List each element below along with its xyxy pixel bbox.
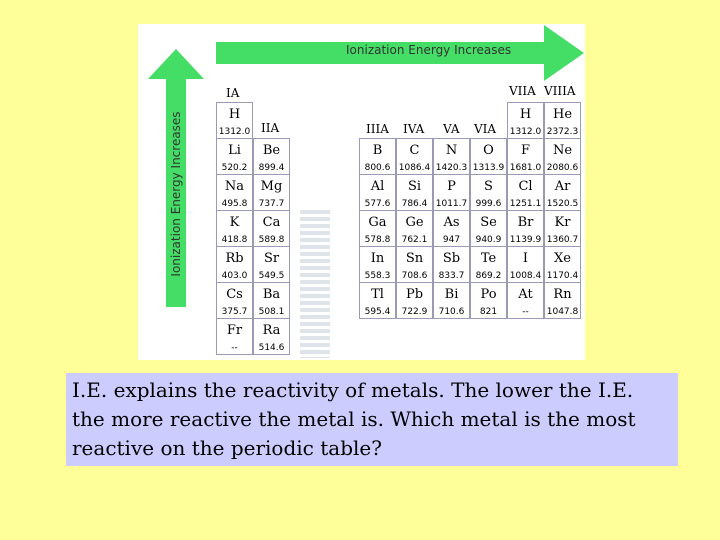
element-ie: 710.6 bbox=[438, 307, 465, 317]
element-symbol: At bbox=[518, 287, 533, 302]
element-symbol: Pb bbox=[405, 287, 424, 302]
element-cell-s bbox=[470, 174, 507, 211]
element-cell-sb bbox=[433, 246, 470, 283]
element-symbol: Ar bbox=[554, 179, 571, 194]
element-cell-be bbox=[253, 138, 290, 175]
element-ie: 403.0 bbox=[221, 271, 248, 281]
element-cell-al bbox=[359, 174, 396, 211]
element-cell-c bbox=[396, 138, 433, 175]
element-cell-sr bbox=[253, 246, 290, 283]
element-symbol: Br bbox=[517, 215, 534, 230]
element-symbol: Si bbox=[407, 179, 422, 194]
element-symbol: Al bbox=[370, 179, 385, 194]
group-label-iiia: IIIA bbox=[366, 122, 389, 136]
element-ie: 708.6 bbox=[401, 271, 428, 281]
element-symbol: Xe bbox=[554, 251, 571, 266]
element-symbol: S bbox=[484, 179, 493, 194]
periodic-table-figure bbox=[138, 24, 585, 360]
element-ie: 899.4 bbox=[258, 163, 285, 173]
element-ie: 1139.9 bbox=[509, 235, 542, 245]
element-cell-in bbox=[359, 246, 396, 283]
element-cell-sn bbox=[396, 246, 433, 283]
vertical-arrow-head bbox=[148, 49, 204, 79]
group-label-via: VIA bbox=[474, 122, 497, 136]
element-cell-i bbox=[507, 246, 544, 283]
element-symbol: Sb bbox=[442, 251, 461, 266]
element-ie: 1047.8 bbox=[546, 307, 579, 317]
element-ie: 2372.3 bbox=[546, 127, 579, 137]
element-cell-h-right bbox=[507, 102, 544, 139]
element-ie: 1170.4 bbox=[546, 271, 579, 281]
question-text: I.E. explains the reactivity of metals. The lower the I.E. the more reactive the metal is. Which metal is the most reactive on the periodic table? bbox=[66, 373, 678, 466]
element-symbol: Rb bbox=[225, 251, 244, 266]
element-symbol: H bbox=[228, 107, 241, 122]
element-ie: 577.6 bbox=[364, 199, 391, 209]
group-label-viiia: VIIIA bbox=[544, 84, 576, 98]
element-ie: 786.4 bbox=[401, 199, 428, 209]
element-cell-mg bbox=[253, 174, 290, 211]
element-ie: 1420.3 bbox=[435, 163, 468, 173]
element-cell-rb bbox=[216, 246, 253, 283]
element-symbol: As bbox=[443, 215, 460, 230]
element-ie: 947 bbox=[442, 235, 461, 245]
element-symbol: Kr bbox=[554, 215, 571, 230]
element-ie: 821 bbox=[479, 307, 498, 317]
element-ie: 722.9 bbox=[401, 307, 428, 317]
element-ie: 1312.0 bbox=[218, 127, 251, 137]
element-symbol: Ge bbox=[405, 215, 424, 230]
group-label-viia: VIIA bbox=[509, 84, 536, 98]
element-symbol: Tl bbox=[371, 287, 384, 302]
element-symbol: Ca bbox=[262, 215, 281, 230]
element-ie: 495.8 bbox=[221, 199, 248, 209]
element-cell-se bbox=[470, 210, 507, 247]
element-ie: 737.7 bbox=[258, 199, 285, 209]
element-cell-xe bbox=[544, 246, 581, 283]
element-symbol: Bi bbox=[444, 287, 459, 302]
element-cell-n bbox=[433, 138, 470, 175]
element-ie: 940.9 bbox=[475, 235, 502, 245]
element-cell-ba bbox=[253, 282, 290, 319]
element-ie: 1251.1 bbox=[509, 199, 542, 209]
element-symbol: Cl bbox=[518, 179, 533, 194]
element-symbol: Se bbox=[480, 215, 497, 230]
element-ie: 595.4 bbox=[364, 307, 391, 317]
element-cell-f bbox=[507, 138, 544, 175]
element-cell-kr bbox=[544, 210, 581, 247]
element-ie: 833.7 bbox=[438, 271, 465, 281]
element-ie: -- bbox=[231, 343, 238, 353]
element-symbol: K bbox=[229, 215, 240, 230]
element-symbol: Fr bbox=[226, 323, 243, 338]
element-cell-at bbox=[507, 282, 544, 319]
group-label-va: VA bbox=[443, 122, 460, 136]
element-cell-o bbox=[470, 138, 507, 175]
element-cell-ca bbox=[253, 210, 290, 247]
element-symbol: Be bbox=[262, 143, 281, 158]
element-ie: 418.8 bbox=[221, 235, 248, 245]
element-symbol: Sr bbox=[263, 251, 280, 266]
element-symbol: P bbox=[447, 179, 456, 194]
element-ie: 1520.5 bbox=[546, 199, 579, 209]
element-cell-k bbox=[216, 210, 253, 247]
element-ie: 549.5 bbox=[258, 271, 285, 281]
element-cell-rn bbox=[544, 282, 581, 319]
element-cell-te bbox=[470, 246, 507, 283]
element-cell-ga bbox=[359, 210, 396, 247]
element-ie: 1312.0 bbox=[509, 127, 542, 137]
group-label-ia: IA bbox=[226, 86, 240, 100]
element-cell-ra bbox=[253, 318, 290, 355]
element-symbol: N bbox=[445, 143, 458, 158]
group-label-iia: IIA bbox=[261, 121, 280, 135]
element-symbol: Rn bbox=[553, 287, 572, 302]
element-ie: 2080.6 bbox=[546, 163, 579, 173]
element-cell-cs bbox=[216, 282, 253, 319]
element-cell-ge bbox=[396, 210, 433, 247]
element-symbol: Ba bbox=[262, 287, 281, 302]
element-symbol: O bbox=[483, 143, 494, 158]
element-ie: 1008.4 bbox=[509, 271, 542, 281]
element-cell-as bbox=[433, 210, 470, 247]
element-cell-na bbox=[216, 174, 253, 211]
element-ie: -- bbox=[522, 307, 529, 317]
element-cell-po bbox=[470, 282, 507, 319]
element-symbol: Ga bbox=[368, 215, 387, 230]
element-cell-p bbox=[433, 174, 470, 211]
element-cell-h bbox=[216, 102, 253, 139]
element-ie: 375.7 bbox=[221, 307, 248, 317]
element-cell-tl bbox=[359, 282, 396, 319]
element-cell-ne bbox=[544, 138, 581, 175]
table-break bbox=[300, 210, 330, 358]
horizontal-arrow-head bbox=[544, 25, 584, 81]
element-ie: 1086.4 bbox=[398, 163, 431, 173]
element-cell-ar bbox=[544, 174, 581, 211]
element-ie: 558.3 bbox=[364, 271, 391, 281]
element-symbol: Na bbox=[224, 179, 245, 194]
element-ie: 1360.7 bbox=[546, 235, 579, 245]
element-symbol: Ne bbox=[552, 143, 573, 158]
element-ie: 762.1 bbox=[401, 235, 428, 245]
element-ie: 800.6 bbox=[364, 163, 391, 173]
element-cell-he bbox=[544, 102, 581, 139]
element-ie: 1313.9 bbox=[472, 163, 505, 173]
element-ie: 869.2 bbox=[475, 271, 502, 281]
element-cell-br bbox=[507, 210, 544, 247]
element-symbol: Li bbox=[228, 143, 241, 158]
element-ie: 1681.0 bbox=[509, 163, 542, 173]
element-cell-fr bbox=[216, 318, 253, 355]
element-cell-si bbox=[396, 174, 433, 211]
element-ie: 589.8 bbox=[258, 235, 285, 245]
element-cell-b bbox=[359, 138, 396, 175]
element-cell-cl bbox=[507, 174, 544, 211]
element-symbol: H bbox=[519, 107, 532, 122]
element-ie: 1011.7 bbox=[435, 199, 468, 209]
element-symbol: F bbox=[520, 143, 531, 158]
element-ie: 520.2 bbox=[221, 163, 248, 173]
element-ie: 578.8 bbox=[364, 235, 391, 245]
element-symbol: He bbox=[552, 107, 573, 122]
element-symbol: Po bbox=[480, 287, 497, 302]
element-ie: 508.1 bbox=[258, 307, 285, 317]
element-symbol: I bbox=[522, 251, 529, 266]
element-ie: 999.6 bbox=[475, 199, 502, 209]
element-symbol: Mg bbox=[260, 179, 283, 194]
group-label-iva: IVA bbox=[403, 122, 425, 136]
element-symbol: C bbox=[409, 143, 420, 158]
element-symbol: Cs bbox=[226, 287, 243, 302]
element-cell-li bbox=[216, 138, 253, 175]
element-cell-bi bbox=[433, 282, 470, 319]
element-symbol: Te bbox=[480, 251, 497, 266]
element-symbol: Sn bbox=[405, 251, 424, 266]
element-symbol: B bbox=[372, 143, 383, 158]
vertical-arrow-label: Ionization Energy Increases bbox=[169, 111, 183, 277]
horizontal-arrow-label: Ionization Energy Increases bbox=[346, 43, 512, 57]
element-cell-pb bbox=[396, 282, 433, 319]
element-symbol: Ra bbox=[262, 323, 281, 338]
element-ie: 514.6 bbox=[258, 343, 285, 353]
element-symbol: In bbox=[370, 251, 385, 266]
